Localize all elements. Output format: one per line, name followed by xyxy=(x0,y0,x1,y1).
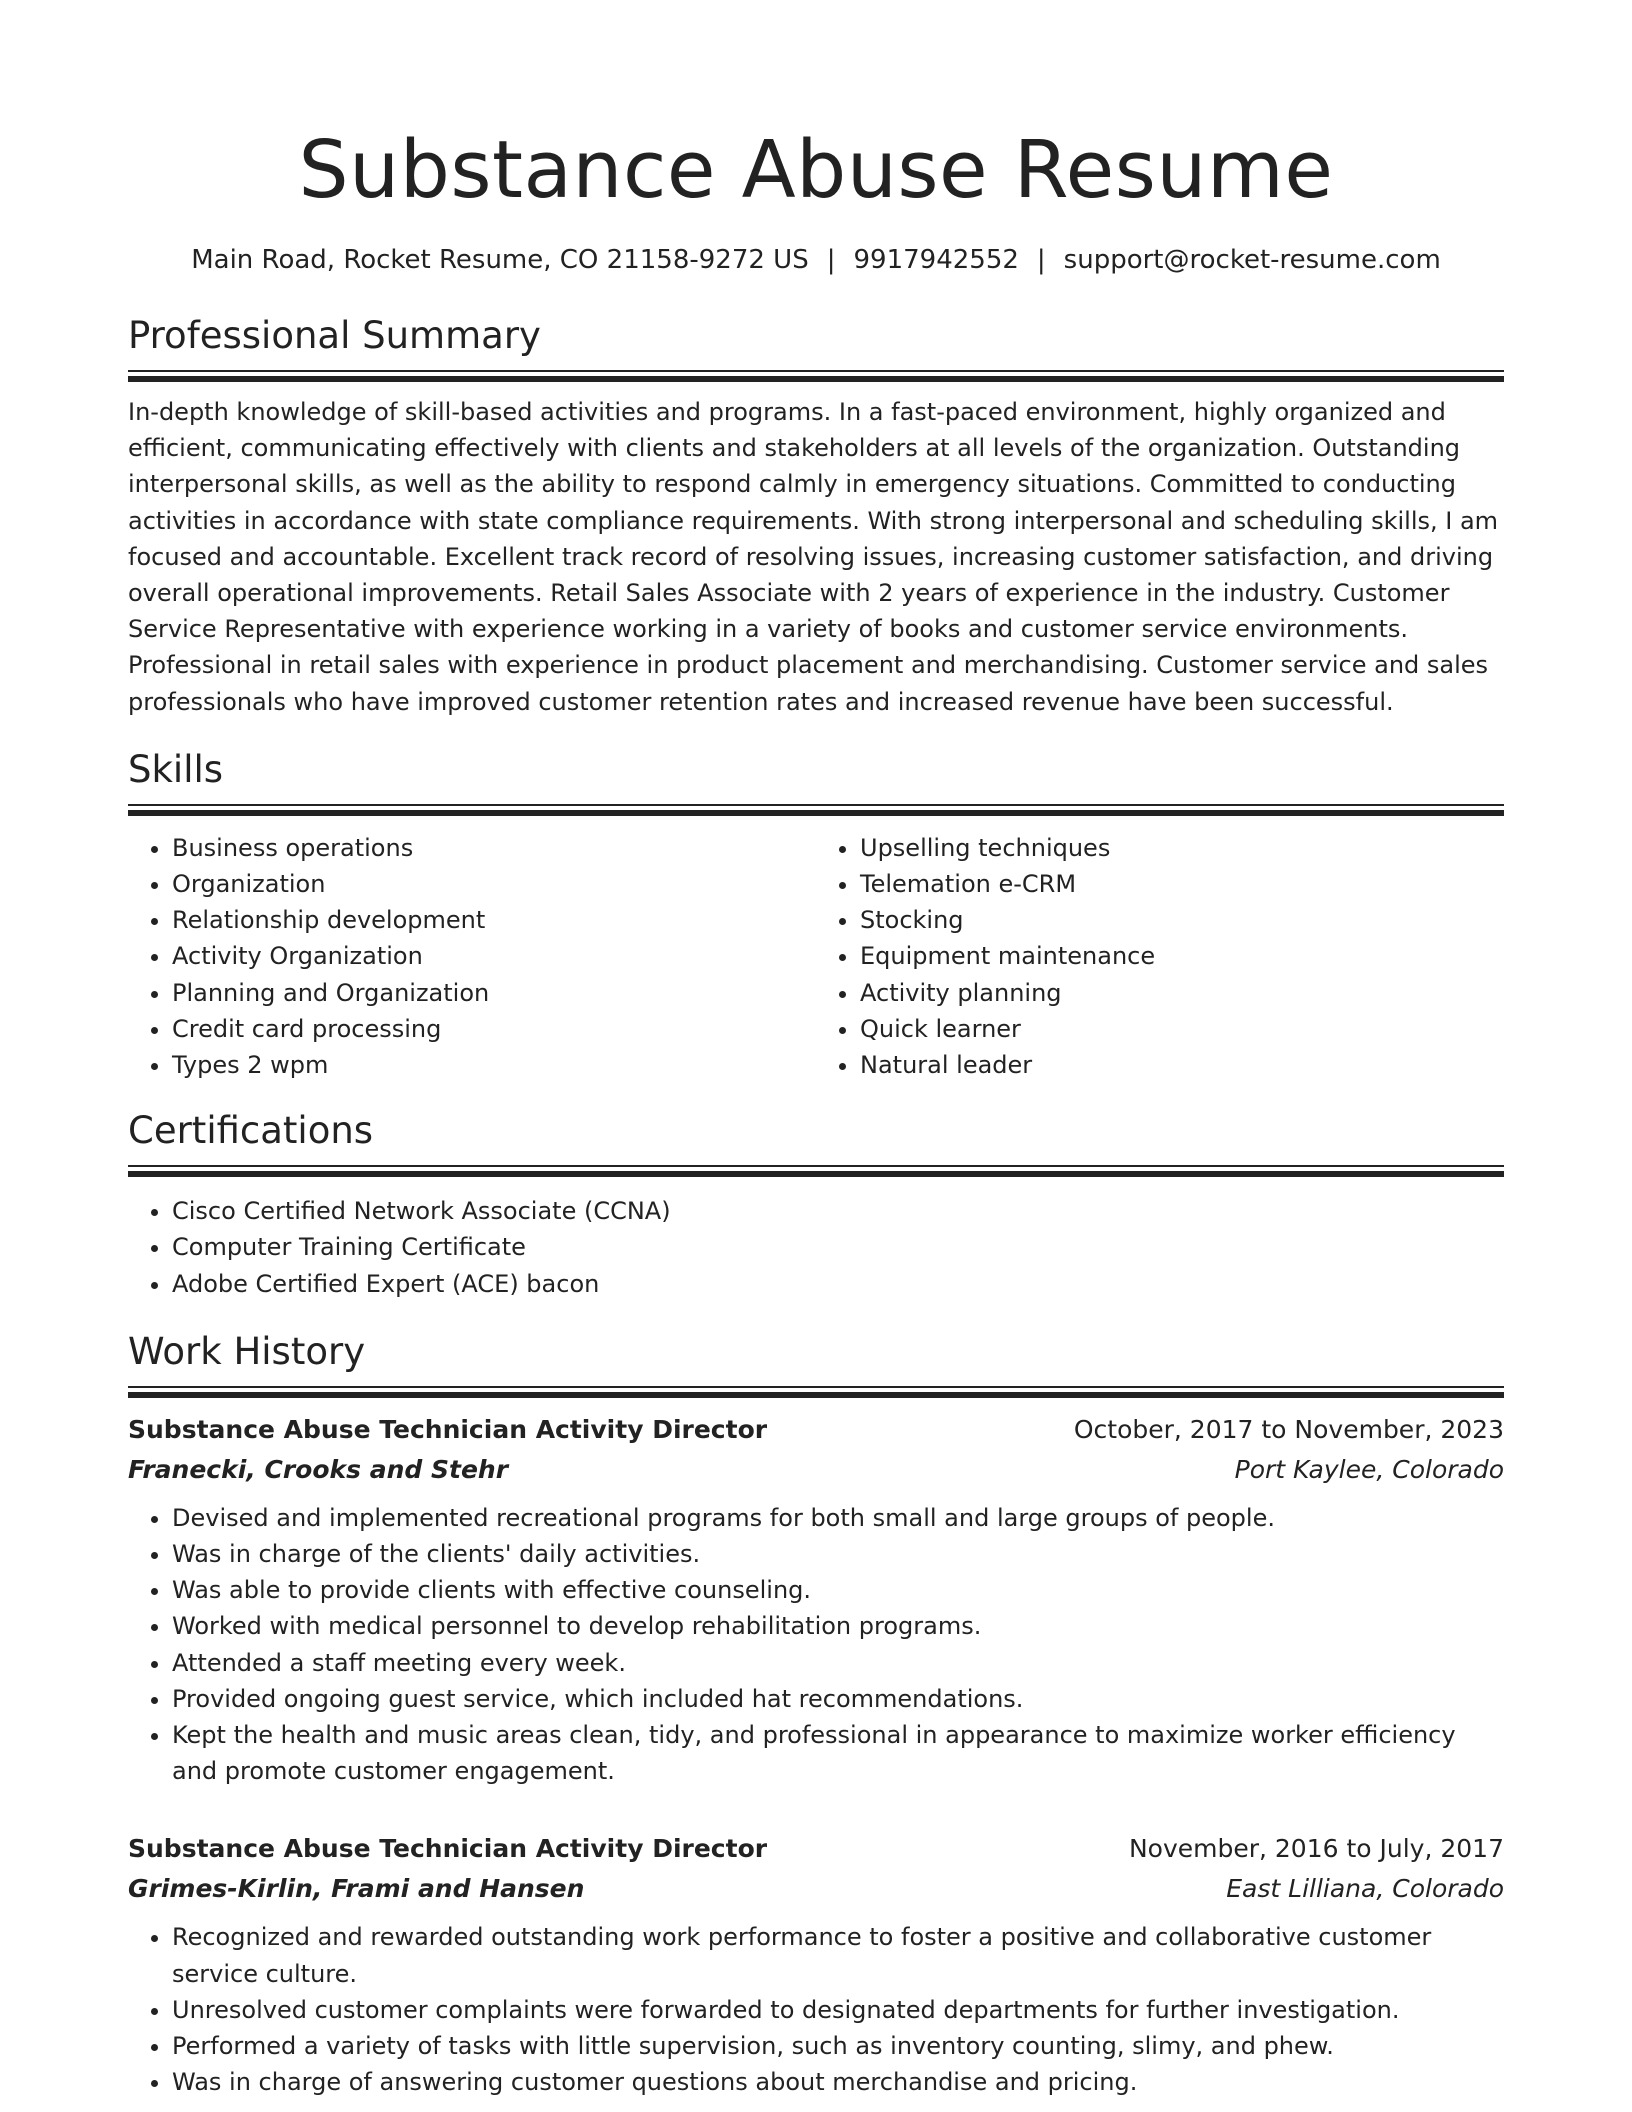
skills-list-left xyxy=(128,830,816,1083)
job-bullets xyxy=(128,1500,1504,1790)
job-entry xyxy=(128,1410,1504,1790)
section-title-certifications: Certifications xyxy=(128,1109,374,1153)
section-title-skills: Skills xyxy=(128,747,224,791)
list-item: • Telemation e-CRM xyxy=(860,866,1504,902)
list-item: • Provided ongoing guest service, which included hat recommendations. xyxy=(172,1681,1504,1717)
job-location: Port Kaylee, Colorado xyxy=(1234,1454,1504,1484)
list-item: • Recognized and rewarded outstanding work performance to foster a positive and collaborative customer service culture. xyxy=(172,1919,1504,1991)
job-header xyxy=(128,1829,1504,1869)
list-item: • Worked with medical personnel to develop rehabilitation programs. xyxy=(172,1608,1504,1644)
contact-separator: | xyxy=(1036,245,1046,275)
list-item: • Activity Organization xyxy=(172,938,816,974)
section-divider xyxy=(128,1386,1504,1398)
list-item: • Adobe Certified Expert (ACE) bacon xyxy=(172,1266,1504,1302)
job-entry xyxy=(128,1829,1504,2100)
job-subheader xyxy=(128,1869,1504,1909)
list-item: • Unresolved customer complaints were forwarded to designated departments for further investigation. xyxy=(172,1992,1504,2028)
job-location: East Lilliana, Colorado xyxy=(1226,1874,1504,1904)
list-item: • Types 2 wpm xyxy=(172,1047,816,1083)
list-item: • Planning and Organization xyxy=(172,975,816,1011)
skills-section xyxy=(128,746,1504,1083)
summary-section xyxy=(128,312,1504,720)
section-title-work-history: Work History xyxy=(128,1329,366,1373)
skills-columns xyxy=(128,830,1504,1083)
list-item: • Performed a variety of tasks with little supervision, such as inventory counting, slimy, and phew. xyxy=(172,2028,1504,2064)
summary-text: In-depth knowledge of skill-based activities and programs. In a fast-paced environment, highly organized and efficient, communicating effectively with clients and stakeholders at all levels of the organization. Outstanding interpersonal skills, as well as the ability to respond calmly in emergency situations. Committed to conducting activities in accordance with state compliance requirements. With strong interpersonal and scheduling skills, I am focused and accountable. Excellent track record of resolving issues, increasing customer satisfaction, and driving overall operational improvements. Retail Sales Associate with 2 years of experience in the industry. Customer Service Representative with experience working in a variety of books and customer service environments. Professional in retail sales with experience in product placement and merchandising. Customer service and sales professionals who have improved customer retention rates and increased revenue have been successful. xyxy=(128,398,1499,716)
contact-phone: 9917942552 xyxy=(853,245,1019,275)
section-divider xyxy=(128,1165,1504,1177)
skills-list-right xyxy=(816,830,1504,1083)
contact-line xyxy=(128,242,1504,278)
list-item: • Organization xyxy=(172,866,816,902)
job-company: Franecki, Crooks and Stehr xyxy=(128,1454,509,1484)
list-item: • Activity planning xyxy=(860,975,1504,1011)
list-item: • Natural leader xyxy=(860,1047,1504,1083)
list-item: • Computer Training Certificate xyxy=(172,1229,1504,1265)
certifications-list xyxy=(128,1193,1504,1302)
job-title: Substance Abuse Technician Activity Director xyxy=(128,1834,768,1864)
work-history-section xyxy=(128,1328,1504,2101)
list-item: • Devised and implemented recreational programs for both small and large groups of people. xyxy=(172,1500,1504,1536)
section-divider xyxy=(128,370,1504,382)
list-item: • Cisco Certified Network Associate (CCNA) xyxy=(172,1193,1504,1229)
list-item: • Equipment maintenance xyxy=(860,938,1504,974)
job-subheader xyxy=(128,1450,1504,1490)
list-item: • Relationship development xyxy=(172,902,816,938)
list-item: • Was in charge of answering customer questions about merchandise and pricing. xyxy=(172,2064,1504,2100)
job-bullets xyxy=(128,1919,1504,2100)
list-item: • Was able to provide clients with effective counseling. xyxy=(172,1572,1504,1608)
section-divider xyxy=(128,804,1504,816)
list-item: • Credit card processing xyxy=(172,1011,816,1047)
job-dates: November, 2016 to July, 2017 xyxy=(1128,1834,1504,1864)
list-item: • Attended a staff meeting every week. xyxy=(172,1645,1504,1681)
list-item: • Business operations xyxy=(172,830,816,866)
job-title: Substance Abuse Technician Activity Director xyxy=(128,1414,768,1444)
list-item: • Stocking xyxy=(860,902,1504,938)
job-company: Grimes-Kirlin, Frami and Hansen xyxy=(128,1874,585,1904)
contact-email: support@rocket-resume.com xyxy=(1063,245,1441,275)
contact-address: Main Road, Rocket Resume, CO 21158-9272 US xyxy=(191,245,809,275)
list-item: • Was in charge of the clients' daily activities. xyxy=(172,1536,1504,1572)
section-title-summary: Professional Summary xyxy=(128,314,541,357)
certifications-section xyxy=(128,1107,1504,1302)
resume-title: Substance Abuse Resume xyxy=(298,124,1334,216)
list-item: • Upselling techniques xyxy=(860,830,1504,866)
list-item: • Quick learner xyxy=(860,1011,1504,1047)
list-item: • Kept the health and music areas clean, tidy, and professional in appearance to maximize worker efficiency and promote customer engagement. xyxy=(172,1717,1504,1789)
contact-separator: | xyxy=(826,245,836,275)
job-header xyxy=(128,1410,1504,1450)
job-dates: October, 2017 to November, 2023 xyxy=(1073,1414,1504,1444)
